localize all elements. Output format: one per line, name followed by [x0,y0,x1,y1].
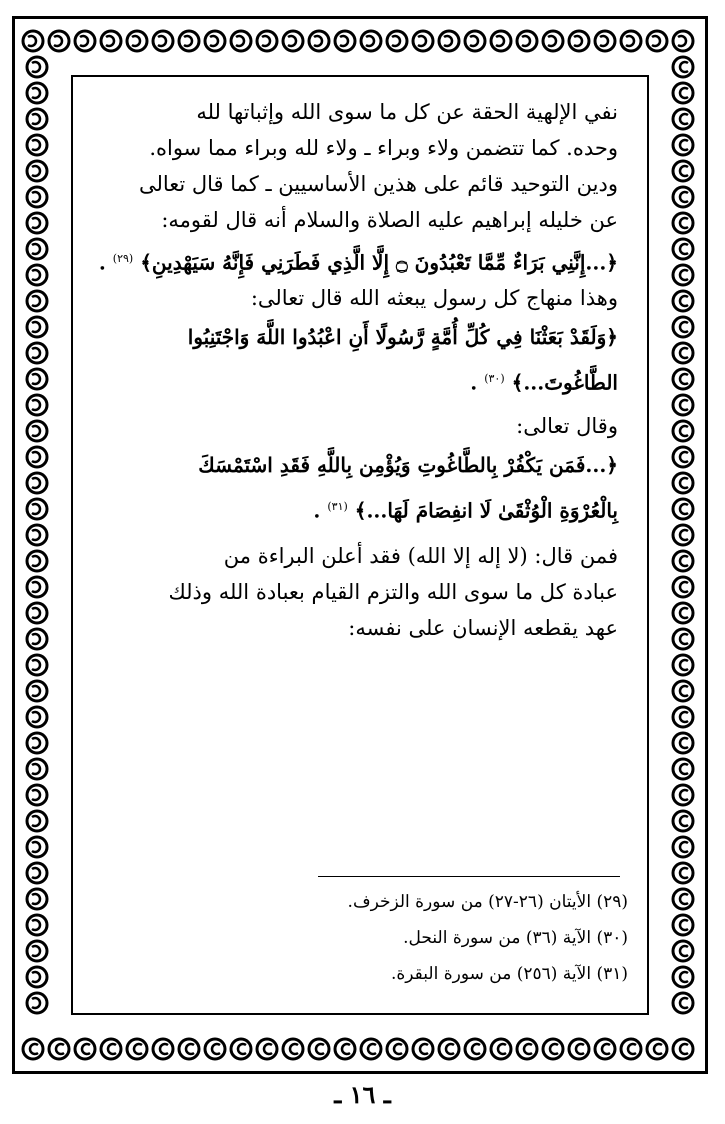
ornament-motif [673,577,693,597]
verse-2-text-2: الطَّاغُوتَ...﴾ [511,370,618,395]
ornament-motif [673,499,693,519]
ornament-motif [49,31,69,51]
ornament-motif [27,473,47,493]
quran-verse-2-line-1 [88,316,618,358]
ornament-motif [569,1039,589,1059]
ornament-motif [673,1039,693,1059]
ornament-motif [101,1039,121,1059]
ornament-motif [27,811,47,831]
ornament-motif [309,31,329,51]
ornament-motif [673,889,693,909]
body-line-3: ودين التوحيد قائم على هذين الأساسيين ـ كما قال تعالى [138,172,618,196]
closing-line-1: فمن قال: (لا إله إلا الله) فقد أعلن البراءة من [223,544,618,568]
ornament-motif [673,993,693,1013]
quran-verse-1 [88,238,618,280]
ornament-motif [27,395,47,415]
ornament-motif [27,265,47,285]
ornament-motif [27,629,47,649]
ornament-motif [673,83,693,103]
ornament-motif [673,265,693,285]
body-line-1: نفي الإلهية الحقة عن كل ما سوى الله وإثباتها لله [196,100,618,124]
ornament-motif [335,31,355,51]
ornament-motif [543,1039,563,1059]
quran-verse-3-line-1 [88,444,618,486]
ornament-motif [27,291,47,311]
ornament-motif [595,31,615,51]
ornament-motif [101,31,121,51]
ornament-motif [673,421,693,441]
ornament-motif [27,577,47,597]
ornament-motif [49,1039,69,1059]
ornament-motif [673,369,693,389]
ornament-motif [517,31,537,51]
ornament-motif [673,447,693,467]
ornament-motif [673,551,693,571]
ornament-motif [27,655,47,675]
ornament-motif [27,421,47,441]
ornament-motif [439,1039,459,1059]
ornament-motif [27,317,47,337]
ornament-motif [27,915,47,935]
ornament-motif [283,31,303,51]
page-number: ـ ١٦ ـ [334,1080,391,1109]
ornament-motif [335,1039,355,1059]
ornament-motif [673,317,693,337]
ornament-motif [205,1039,225,1059]
ornament-motif [569,31,589,51]
ornament-motif [673,525,693,545]
ornament-motif [27,889,47,909]
verse-2-end: . [470,370,478,395]
ornament-motif [673,473,693,493]
ornament-motif [673,681,693,701]
body-line-6: وقال تعالى: [516,414,618,438]
ornament-motif [179,31,199,51]
ornament-motif [27,369,47,389]
ornament-motif [75,31,95,51]
ornament-motif [387,31,407,51]
ornament-motif [673,759,693,779]
ornament-motif [27,733,47,753]
ornament-motif [673,161,693,181]
ornament-motif [153,31,173,51]
ornament-motif [27,837,47,857]
ornament-motif [673,603,693,623]
ornament-motif [257,1039,277,1059]
ornament-motif [27,993,47,1013]
ornament-motif [465,1039,485,1059]
ornament-motif [673,811,693,831]
ornament-motif [361,31,381,51]
ornament-motif [27,785,47,805]
ornament-motif [27,681,47,701]
ornament-motif [153,1039,173,1059]
ornament-motif [673,343,693,363]
ornament-motif [27,551,47,571]
verse-1-text: ﴿...إِنَّنِي بَرَاءٌ مِّمَّا تَعْبُدُونَ ۝ إِلَّا الَّذِي فَطَرَنِي فَإِنَّهُ سَيَهْدِينِ﴾ [140,250,618,275]
ornament-motif [27,941,47,961]
ornament-motif [673,941,693,961]
ornament-motif [23,1039,43,1059]
ornament-motif [673,213,693,233]
ornament-motif [621,1039,641,1059]
quran-verse-2-line-2 [88,358,618,400]
footnotes [88,884,628,992]
ornament-motif [673,707,693,727]
ornament-motif [27,187,47,207]
ornament-motif [283,1039,303,1059]
ornament-motif [27,863,47,883]
ornament-motif [673,291,693,311]
ornament-motif [413,1039,433,1059]
ornament-motif [673,733,693,753]
ornament-motif [673,57,693,77]
quran-verse-3-line-2 [88,486,618,528]
verse-3-end: . [313,498,321,523]
body-line-2: وحده. كما تتضمن ولاء وبراء ـ ولاء لله وبراء مما سواه. [149,136,618,160]
ornament-motif [387,1039,407,1059]
ornament-motif [27,967,47,987]
ornament-motif [27,707,47,727]
ornament-motif [27,161,47,181]
ornament-motif [27,343,47,363]
ornament-motif [647,31,667,51]
ornament-motif [413,31,433,51]
ornament-motif [127,1039,147,1059]
page-body [88,94,618,646]
ornament-motif [673,187,693,207]
ornament-motif [673,31,693,51]
ornament-motif [543,31,563,51]
ornament-motif [517,1039,537,1059]
ornament-motif [23,31,43,51]
ornament-motif [27,447,47,467]
ornament-motif [27,499,47,519]
footnote-separator [318,876,620,877]
ornament-motif [27,239,47,259]
ornament-motif [127,31,147,51]
ornament-motif [621,31,641,51]
ornament-motif [673,655,693,675]
ornament-motif [673,785,693,805]
ornament-motif [491,31,511,51]
ornament-motif [205,31,225,51]
body-line-4: عن خليله إبراهيم عليه الصلاة والسلام أنه قال لقومه: [161,208,618,232]
body-line-5: وهذا منهاج كل رسول يبعثه الله قال تعالى: [250,286,618,310]
ornament-motif [647,1039,667,1059]
ornament-motif [673,837,693,857]
ornament-motif [673,395,693,415]
ornament-motif [361,1039,381,1059]
verse-1-ref: (٢٩) [112,252,134,265]
ornament-motif [27,213,47,233]
ornament-motif [27,759,47,779]
ornament-motif [595,1039,615,1059]
ornament-motif [231,1039,251,1059]
ornament-motif [27,57,47,77]
verse-2-ref: (٣٠) [484,372,505,385]
ornament-motif [27,109,47,129]
ornament-motif [673,135,693,155]
verse-2-text-1: ﴿وَلَقَدْ بَعَثْنَا فِي كُلِّ أُمَّةٍ رَّسُولًا أَنِ اعْبُدُوا اللَّهَ وَاجْتَنِبُوا [187,325,618,349]
ornament-motif [673,967,693,987]
closing-line-3: عهد يقطعه الإنسان على نفسه: [348,616,618,640]
ornament-motif [465,31,485,51]
ornament-motif [439,31,459,51]
ornament-motif [491,1039,511,1059]
verse-3-text-2: بِالْعُرْوَةِ الْوُثْقَىٰ لَا انفِصَامَ لَهَا...﴾ [354,498,618,523]
ornament-motif [27,603,47,623]
ornament-motif [673,109,693,129]
verse-3-text-1: ﴿...فَمَن يَكْفُرْ بِالطَّاغُوتِ وَيُؤْمِن بِاللَّهِ فَقَدِ اسْتَمْسَكَ [198,453,618,477]
ornament-motif [179,1039,199,1059]
footnote-29: (٢٩) الأيتان (٢٦-٢٧) من سورة الزخرف. [347,892,628,912]
ornament-motif [673,239,693,259]
ornament-motif [309,1039,329,1059]
ornament-motif [27,83,47,103]
ornament-motif [673,629,693,649]
ornament-motif [673,915,693,935]
ornament-motif [257,31,277,51]
ornament-motif [27,135,47,155]
ornament-motif [75,1039,95,1059]
ornament-motif [27,525,47,545]
closing-line-2: عبادة كل ما سوى الله والتزم القيام بعبادة الله وذلك [168,580,618,604]
ornament-motif [231,31,251,51]
footnote-31: (٣١) الآية (٢٥٦) من سورة البقرة. [390,964,628,984]
footnote-30: (٣٠) الآية (٣٦) من سورة النحل. [403,928,628,948]
ornament-motif [673,863,693,883]
verse-1-end: . [98,250,106,275]
verse-3-ref: (٣١) [327,500,348,513]
